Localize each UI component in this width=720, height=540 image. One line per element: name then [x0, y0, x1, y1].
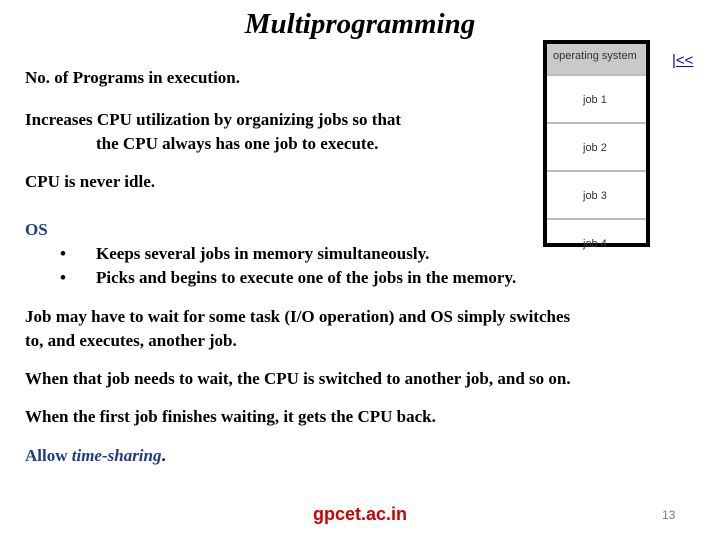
paragraph-cpu-switched: When that job needs to wait, the CPU is switched to another job, and so on.: [25, 369, 571, 388]
bullet-dot-icon: •: [60, 244, 66, 263]
os-bullet-list: [60, 242, 516, 290]
paragraph-cpu-utilization: [25, 108, 401, 156]
allow-period: .: [161, 446, 166, 465]
paragraph-job-wait: [25, 305, 570, 353]
memory-job-2: job 2: [547, 124, 646, 172]
allow-word: Allow: [25, 446, 68, 465]
memory-layout-inner: [547, 44, 646, 250]
first-slide-link[interactable]: |<<: [672, 52, 694, 69]
bullet-text: Picks and begins to execute one of the jobs in the memory.: [96, 268, 517, 287]
paragraph-cpu-never-idle: CPU is never idle.: [25, 172, 156, 191]
bullet-text: Keeps several jobs in memory simultaneously.: [96, 244, 430, 263]
paragraph-job-wait-line-2: to, and executes, another job.: [25, 331, 237, 350]
memory-layout-diagram: [543, 40, 650, 250]
paragraph-first-job-back: When the first job finishes waiting, it gets the CPU back.: [25, 407, 436, 426]
os-heading: OS: [25, 220, 48, 239]
memory-job-1: job 1: [547, 76, 646, 124]
footer-site-name: gpcet.ac.in: [312, 504, 408, 524]
memory-job-3: job 3: [547, 172, 646, 220]
paragraph-time-sharing: [25, 444, 166, 468]
slide-title: Multiprogramming: [244, 8, 476, 40]
slide-number: 13: [662, 508, 676, 522]
memory-job-4: job 4: [583, 238, 607, 250]
bullet-item: [60, 266, 516, 290]
paragraph-cpu-utilization-line-1: Increases CPU utilization by organizing jobs so that: [25, 110, 402, 129]
paragraph-cpu-utilization-line-2: the CPU always has one job to execute.: [96, 134, 379, 153]
time-sharing-term: time-sharing: [71, 446, 162, 465]
bullet-dot-icon: •: [60, 268, 66, 287]
paragraph-job-wait-line-1: Job may have to wait for some task (I/O operation) and OS simply switches: [25, 307, 571, 326]
bullet-item: [60, 242, 516, 266]
paragraph-programs-in-execution: No. of Programs in execution.: [25, 68, 240, 87]
memory-os-region: operating system: [547, 44, 646, 76]
